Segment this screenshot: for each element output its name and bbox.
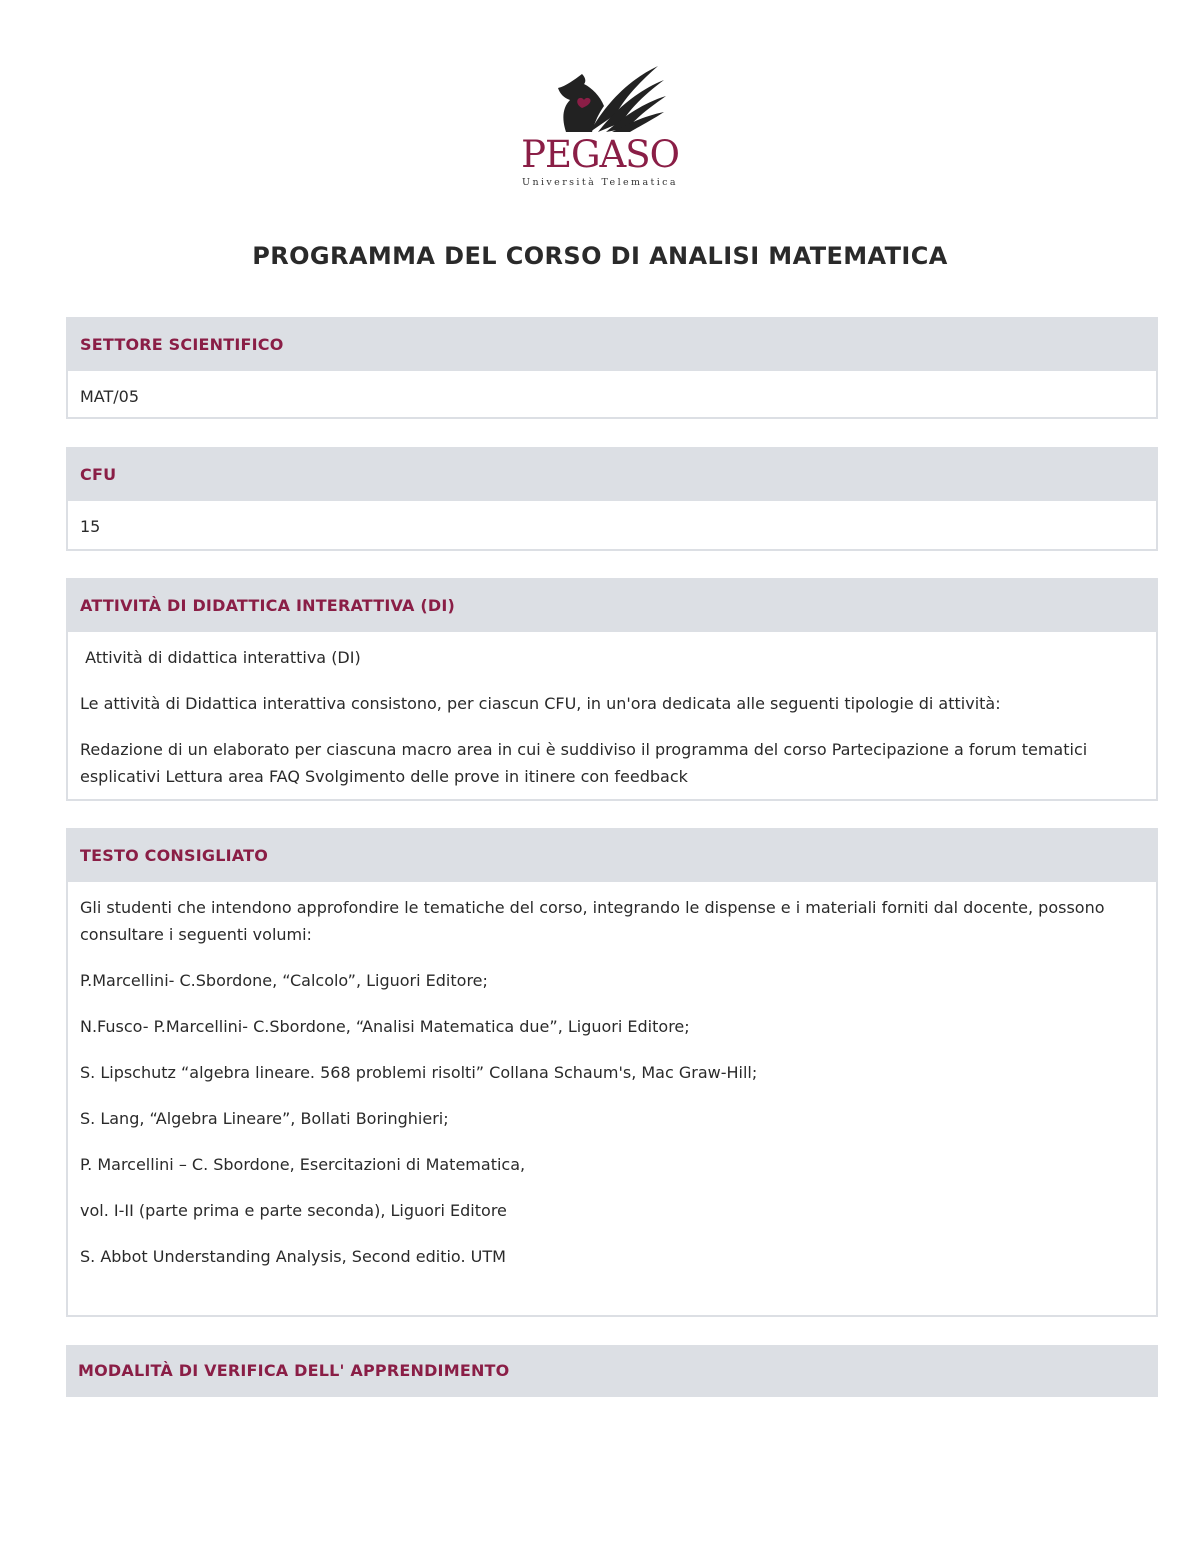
section-attivita-didattica [66, 578, 1158, 801]
book-reference: P.Marcellini- C.Sbordone, “Calcolo”, Liguori Editore; [80, 971, 488, 990]
section-text: MAT/05 [80, 387, 140, 406]
logo-subtitle: Università Telematica [522, 177, 678, 188]
section-heading: SETTORE SCIENTIFICO [68, 319, 1156, 371]
section-cfu [66, 447, 1158, 551]
logo-wordmark: PEGASO [521, 133, 679, 176]
book-reference: S. Lang, “Algebra Lineare”, Bollati Boringhieri; [80, 1109, 449, 1128]
section-heading: ATTIVITÀ DI DIDATTICA INTERATTIVA (DI) [68, 580, 1156, 632]
book-reference: S. Lipschutz “algebra lineare. 568 problemi risolti” Collana Schaum's, Mac Graw-Hill; [80, 1063, 758, 1082]
section-testo-consigliato [66, 828, 1158, 1317]
section-text: Redazione di un elaborato per ciascuna macro area in cui è suddiviso il programma del corso Partecipazione a forum tematici esplicativi Lettura area FAQ Svolgimento delle prove in itinere con feedback [80, 740, 1088, 786]
section-body [68, 371, 1156, 410]
pegaso-logo [520, 62, 680, 194]
section-body [68, 882, 1156, 1270]
section-modalita-verifica [66, 1345, 1158, 1397]
book-reference: S. Abbot Understanding Analysis, Second editio. UTM [80, 1247, 506, 1266]
section-heading: TESTO CONSIGLIATO [68, 830, 1156, 882]
section-heading: MODALITÀ DI VERIFICA DELL' APPRENDIMENTO [66, 1345, 1158, 1397]
section-body [68, 632, 1156, 790]
book-reference: vol. I-II (parte prima e parte seconda), Liguori Editore [80, 1201, 507, 1220]
section-settore-scientifico [66, 317, 1158, 419]
section-body [68, 501, 1156, 540]
pegasus-icon [520, 62, 680, 134]
section-text: Le attività di Didattica interattiva consistono, per ciascun CFU, in un'ora dedicata alle seguenti tipologie di attività: [80, 694, 1001, 713]
book-reference: N.Fusco- P.Marcellini- C.Sbordone, “Analisi Matematica due”, Liguori Editore; [80, 1017, 690, 1036]
section-text: Attività di didattica interattiva (DI) [80, 648, 361, 667]
section-heading: CFU [68, 449, 1156, 501]
book-reference: P. Marcellini – C. Sbordone, Esercitazioni di Matematica, [80, 1155, 526, 1174]
section-text: Gli studenti che intendono approfondire le tematiche del corso, integrando le dispense e i materiali forniti dal docente, possono consultare i seguenti volumi: [80, 898, 1105, 944]
page-title: PROGRAMMA DEL CORSO DI ANALISI MATEMATICA [252, 242, 948, 270]
section-text: 15 [80, 517, 101, 536]
